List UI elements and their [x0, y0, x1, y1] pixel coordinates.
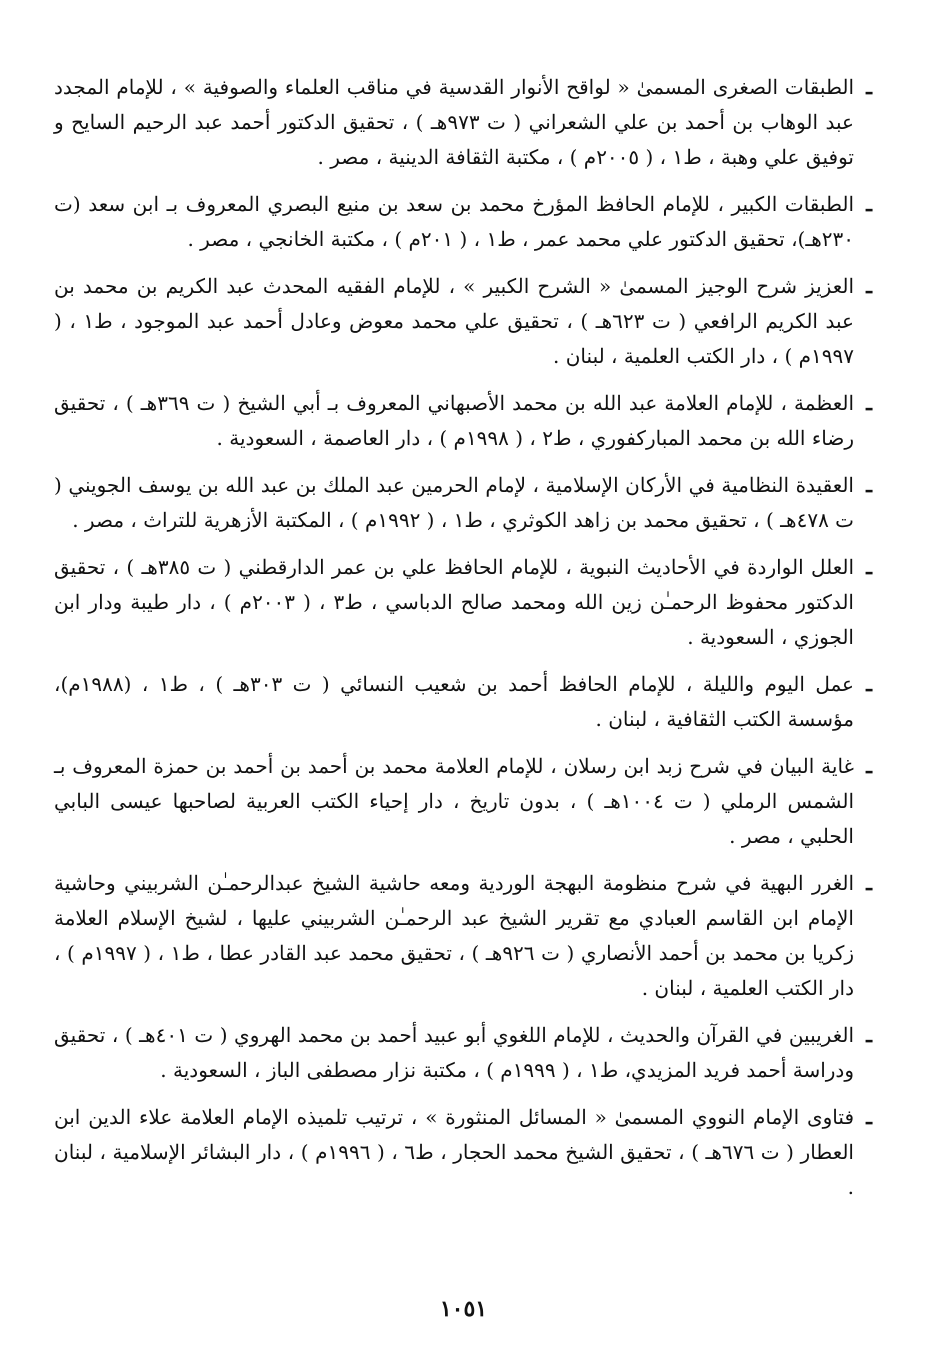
entry-text: ـ الطبقات الكبير ، للإمام الحافظ المؤرخ محمد بن سعد بن منيع البصري المعروف بـ ابن سعد (ت ٢٣٠هـ)، تحقيق الدكتور علي محمد عمر ، ط١ ، ( ٢٠١م ) ، مكتبة الخانجي ، مصر . — [54, 192, 854, 251]
bibliography-entry — [54, 468, 872, 538]
bibliography-entry — [54, 667, 872, 737]
bibliography-entry — [54, 386, 872, 456]
entry-text: ـ العظمة ، للإمام العلامة عبد الله بن محمد الأصبهاني المعروف بـ أبي الشيخ ( ت ٣٦٩هـ ) ، تحقيق رضاء الله بن محمد المباركفوري ، ط٢ ، ( ١٩٩٨م ) ، دار العاصمة ، السعودية . — [54, 391, 855, 450]
entry-text: ـ العقيدة النظامية في الأركان الإسلامية ، لإمام الحرمين عبد الملك بن عبد الله بن يوسف الجويني ( ت ٤٧٨هـ ) ، تحقيق محمد بن زاهد الكوثري ، ط١ ، ( ١٩٩٢م ) ، المكتبة الأزهرية للتراث ، مصر . — [54, 473, 854, 532]
bibliography-entry — [54, 187, 872, 257]
entry-text: ـ الطبقات الصغرى المسمىٰ « لواقح الأنوار القدسية في مناقب العلماء والصوفية » ، للإمام المجدد عبد الوهاب بن أحمد بن علي الشعراني ( ت ٩٧٣هـ ) ، تحقيق الدكتور أحمد عبد الرحيم السايح و توفيق علي وهبة ، ط١ ، ( ٢٠٠٥م ) ، مكتبة الثقافة الدينية ، مصر . — [54, 75, 854, 169]
entry-text: ـ العزيز شرح الوجيز المسمىٰ « الشرح الكبير » ، للإمام الفقيه المحدث عبد الكريم بن محمد بن عبد الكريم الرافعي ( ت ٦٢٣هـ ) ، تحقيق علي محمد معوض وعادل أحمد عبد الموجود ، ط١ ، ( ١٩٩٧م ) ، دار الكتب العلمية ، لبنان . — [54, 274, 854, 368]
page-number: ١٠٥١ — [439, 1296, 488, 1322]
entry-text: ـ الغرر البهية في شرح منظومة البهجة الوردية ومعه حاشية الشيخ عبدالرحمـٰن الشربيني وحاشية الإمام ابن القاسم العبادي مع تقرير الشيخ عبد الرحمـٰن الشربيني عليها ، لشيخ الإسلام العلامة زكريا بن محمد بن أحمد الأنصاري ( ت ٩٢٦هـ ) ، تحقيق محمد عبد القادر عطا ، ط١ ، ( ١٩٩٧م ) ، دار الكتب العلمية ، لبنان . — [54, 871, 854, 1000]
bibliography-entry — [54, 269, 872, 374]
bibliography-entry — [54, 866, 872, 1006]
bibliography-entry — [54, 749, 872, 854]
bibliography-list — [54, 70, 872, 1217]
entry-text: ـ غاية البيان في شرح زبد ابن رسلان ، للإمام العلامة محمد بن أحمد بن أحمد بن حمزة المعروف بـ الشمس الرملي ( ت ١٠٠٤هـ ) ، بدون تاريخ ، دار إحياء الكتب العربية لصاحبها عيسى البابي الحلبي ، مصر . — [54, 754, 854, 848]
bibliography-entry — [54, 70, 872, 175]
bibliography-entry — [54, 550, 872, 655]
bibliography-entry — [54, 1100, 872, 1205]
entry-text: ـ عمل اليوم والليلة ، للإمام الحافظ أحمد بن شعيب النسائي ( ت ٣٠٣هـ ) ، ط١ ، (١٩٨٨م)، مؤسسة الكتب الثقافية ، لبنان . — [54, 672, 854, 731]
entry-text: ـ الغريبين في القرآن والحديث ، للإمام اللغوي أبو عبيد أحمد بن محمد الهروي ( ت ٤٠١هـ ) ، تحقيق ودراسة أحمد فريد المزيدي، ط١ ، ( ١٩٩٩م ) ، مكتبة نزار مصطفى الباز ، السعودية . — [54, 1023, 855, 1082]
entry-text: ـ فتاوى الإمام النووي المسمىٰ « المسائل المنثورة » ، ترتيب تلميذه الإمام العلامة علاء الدين ابن العطار ( ت ٦٧٦هـ ) ، تحقيق الشيخ محمد الحجار ، ط٦ ، ( ١٩٩٦م ) ، دار البشائر الإسلامية ، لبنان . — [54, 1105, 854, 1199]
bibliography-entry — [54, 1018, 872, 1088]
entry-text: ـ العلل الواردة في الأحاديث النبوية ، للإمام الحافظ علي بن عمر الدارقطني ( ت ٣٨٥هـ ) ، تحقيق الدكتور محفوظ الرحمـٰن زين الله ومحمد صالح الدباسي ، ط٣ ، ( ٢٠٠٣م ) ، دار طيبة ودار ابن الجوزي ، السعودية . — [54, 555, 855, 649]
